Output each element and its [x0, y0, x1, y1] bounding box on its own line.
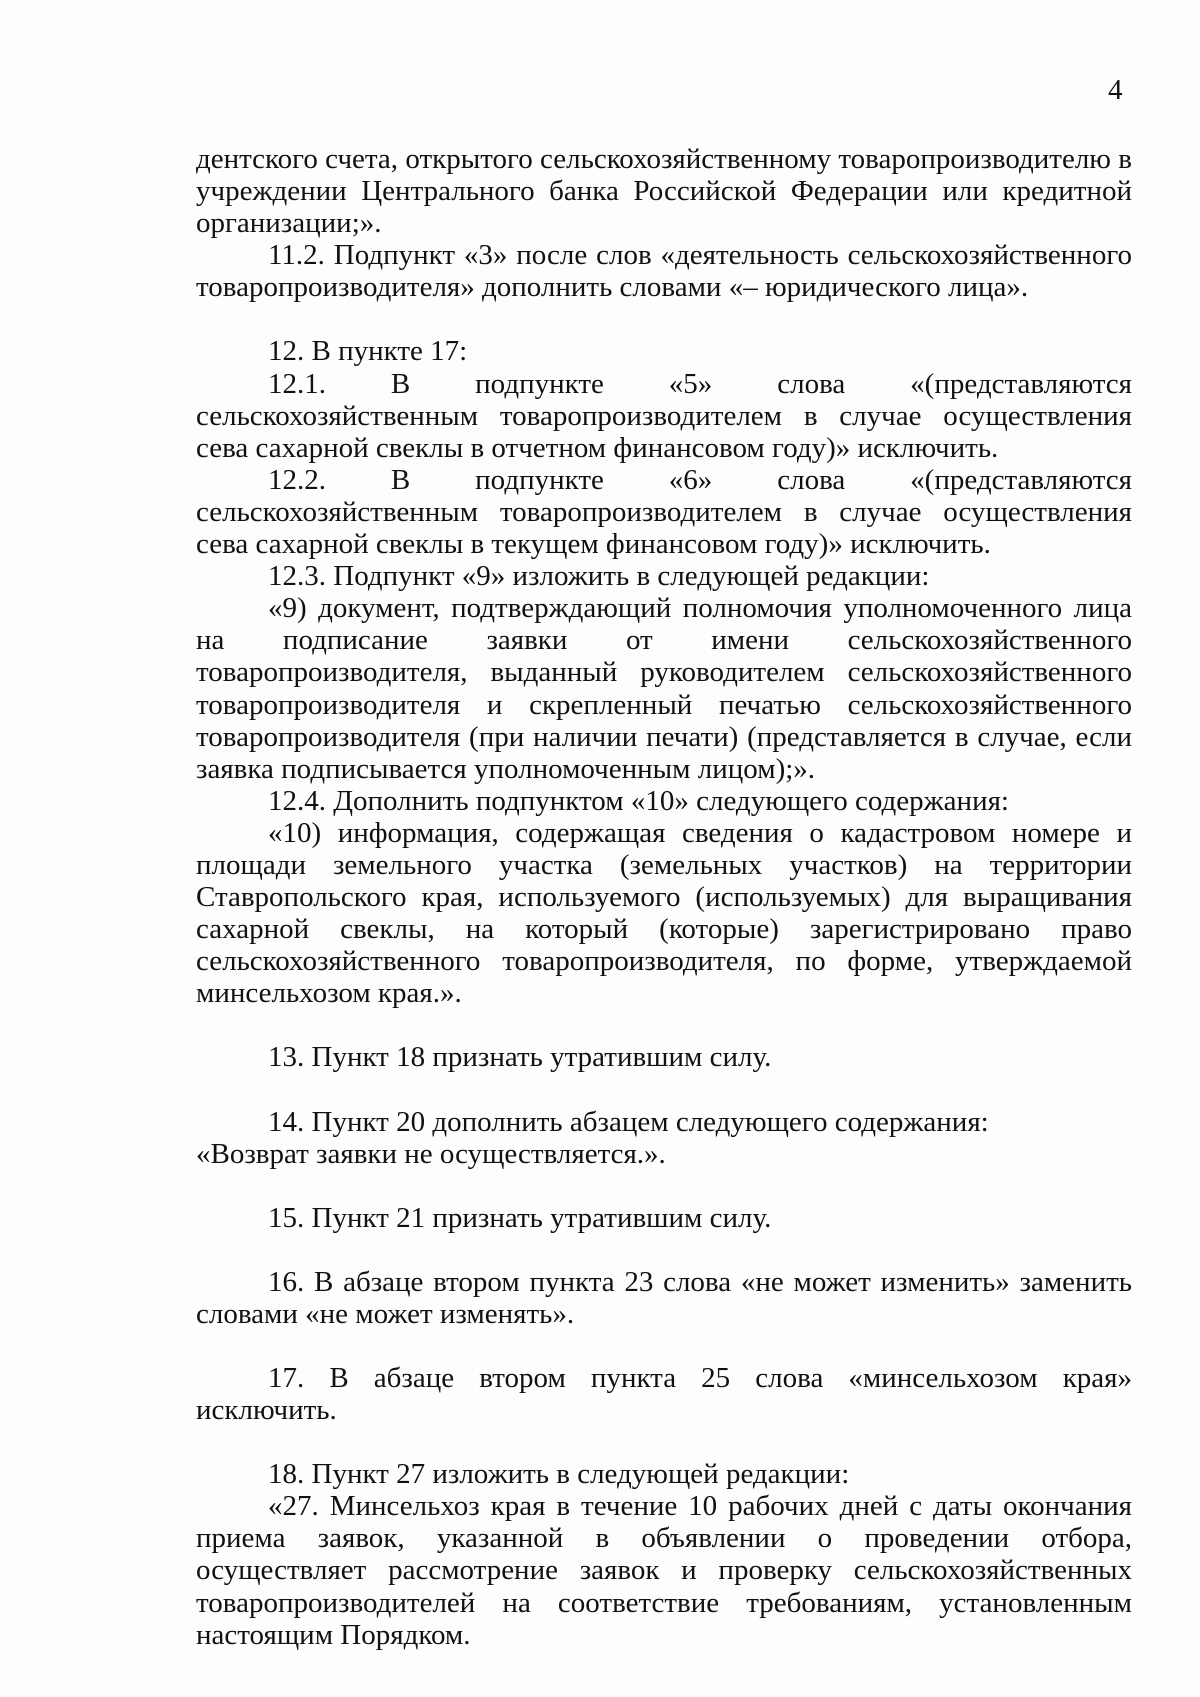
paragraph: 17. В абзаце втором пункта 25 слова «минсельхозом края» исключить. [196, 1362, 1132, 1427]
paragraph: 12.2. В подпункте «6» слова «(представляются сельскохозяйственным товаропроизводителем в случае осуществления сева сахарной свеклы в текущем финансовом году)» исключить. [196, 463, 1132, 561]
paragraph: 12. В пункте 17: [268, 335, 468, 368]
paragraph: «10) информация, содержащая сведения о кадастровом номере и площади земельного участка (земельных участков) на территории Ставропольского края, используемого (используемых) для выращивания сахарной свеклы, на который (которые) зарегистрировано право сельскохозяйственного товаропроизводителя, по форме, утверждаемой минсельхозом края.». [196, 816, 1132, 1010]
paragraph: 15. Пункт 21 признать утратившим силу. [268, 1201, 772, 1234]
paragraph: 12.4. Дополнить подпунктом «10» следующего содержания: [268, 784, 1009, 817]
page-number: 4 [1108, 74, 1123, 106]
paragraph: 12.1. В подпункте «5» слова «(представляются сельскохозяйственным товаропроизводителем в случае осуществления сева сахарной свеклы в отчетном финансовом году)» исключить. [196, 367, 1132, 464]
paragraph: 18. Пункт 27 изложить в следующей редакции: [268, 1458, 850, 1491]
paragraph: «Возврат заявки не осуществляется.». [196, 1137, 666, 1170]
paragraph: 12.3. Подпункт «9» изложить в следующей редакции: [268, 560, 930, 593]
paragraph: «27. Минсельхоз края в течение 10 рабочих дней с даты окончания приема заявок, указанной в объявлении о проведении отбора, осуществляет рассмотрение заявок и проверку сельскохозяйственных товаропроизводителей на соответствие требованиям, установленным настоящим Порядком. [196, 1490, 1132, 1651]
paragraph: 13. Пункт 18 признать утратившим силу. [268, 1041, 772, 1074]
paragraph: дентского счета, открытого сельскохозяйственному товаропроизводителю в учреждении Центрального банка Российской Федерации или кредитной организации;». [196, 143, 1132, 240]
document-body [196, 143, 1132, 1651]
paragraph: 16. В абзаце втором пункта 23 слова «не может изменить» заменить словами «не может изменять». [196, 1265, 1132, 1330]
paragraph: «9) документ, подтверждающий полномочия уполномоченного лица на подписание заявки от имени сельскохозяйственного товаропроизводителя, выданный руководителем сельскохозяйственного товаропроизводителя и скрепленный печатью сельскохозяйственного товаропроизводителя (при наличии печати) (представляется в случае, если заявка подписывается уполномоченным лицом);». [196, 592, 1132, 785]
paragraph: 14. Пункт 20 дополнить абзацем следующего содержания: [268, 1105, 989, 1138]
paragraph: 11.2. Подпункт «3» после слов «деятельность сельскохозяйственного товаропроизводителя» дополнить словами «– юридического лица». [196, 239, 1132, 304]
